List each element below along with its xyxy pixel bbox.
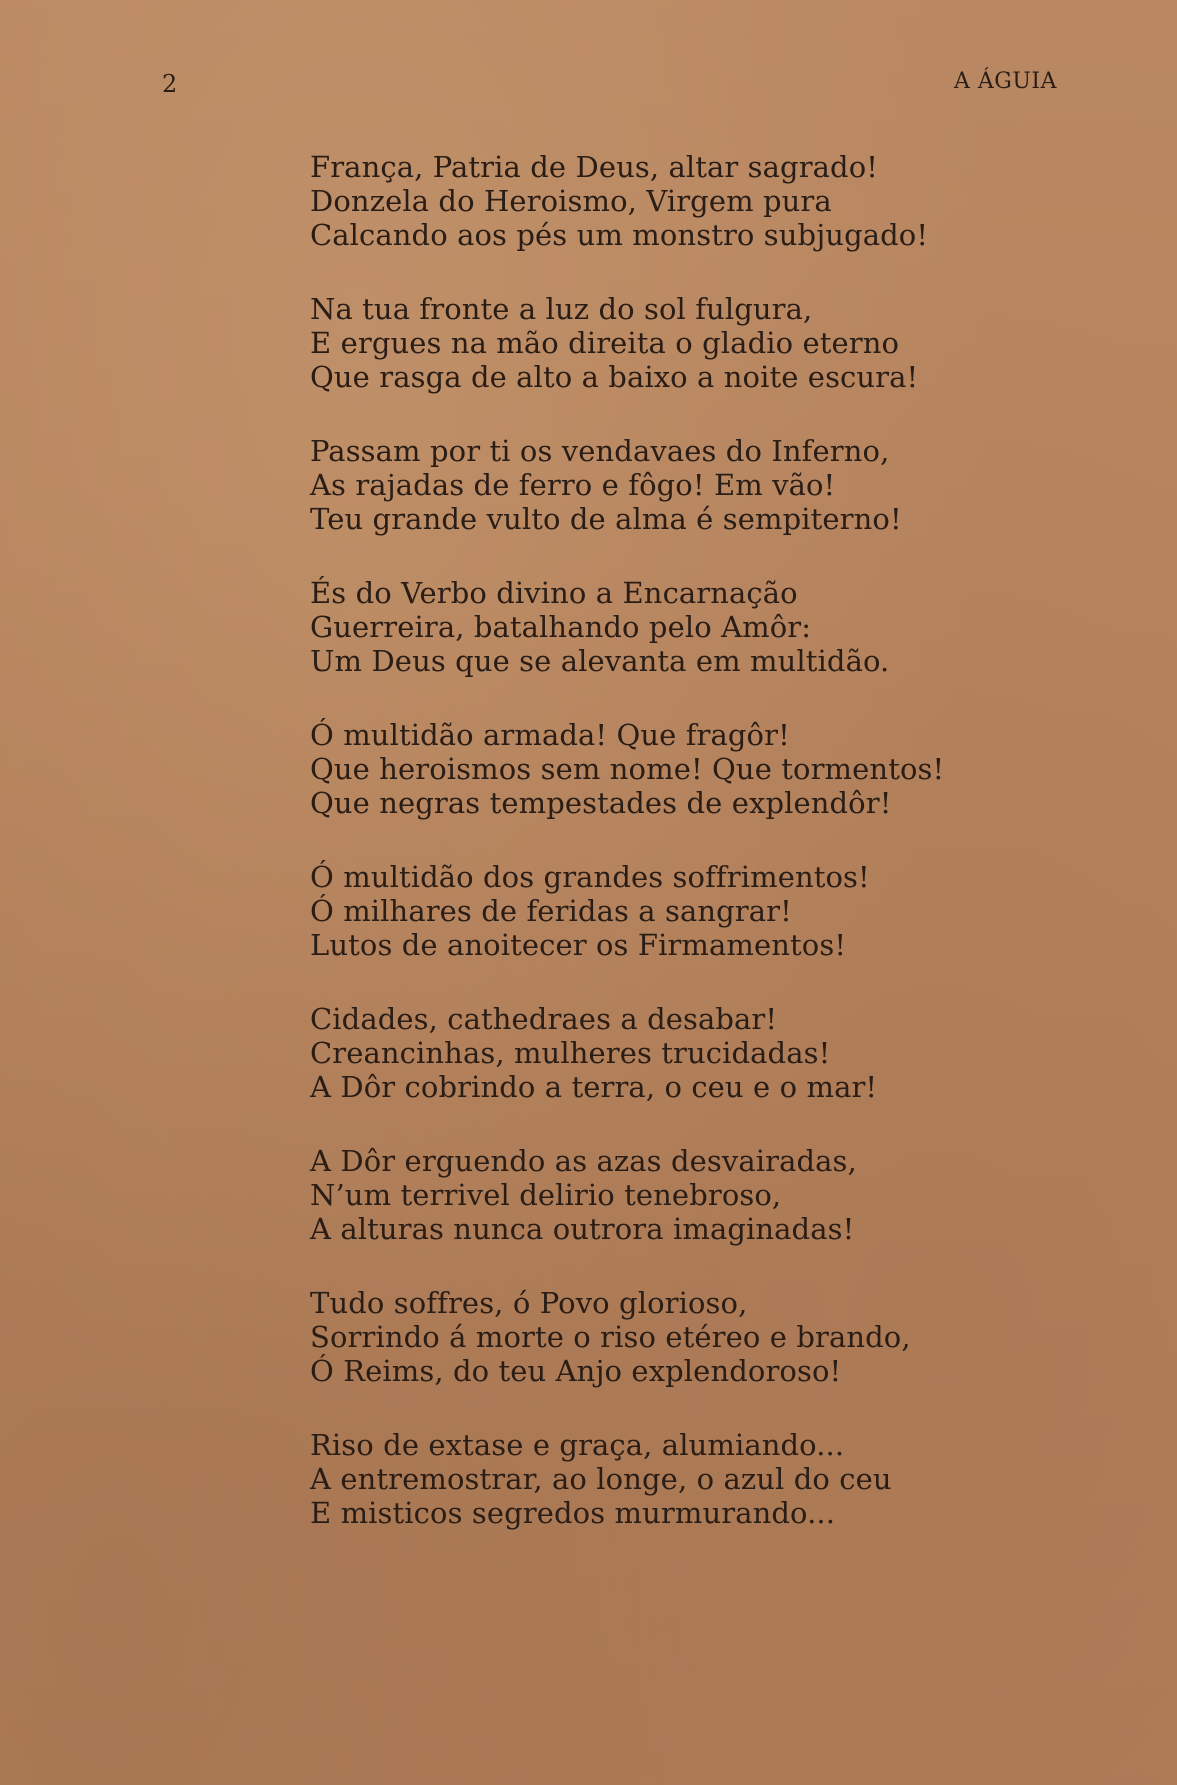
poem-line: A Dôr cobrindo a terra, o ceu e o mar! (310, 1070, 878, 1104)
stanza-10 (310, 1428, 1070, 1530)
poem-line: Na tua fronte a luz do sol fulgura, (310, 292, 813, 326)
poem-line: N’um terrivel delirio tenebroso, (310, 1178, 782, 1212)
poem-line: Sorrindo á morte o riso etéreo e brando, (310, 1320, 911, 1354)
poem-line: Cidades, cathedraes a desabar! (310, 1002, 778, 1036)
poem-line: Que heroismos sem nome! Que tormentos! (310, 752, 945, 786)
poem-line: A entremostrar, ao longe, o azul do ceu (310, 1462, 892, 1496)
poem-line: Passam por ti os vendavaes do Inferno, (310, 434, 890, 468)
poem-line: Calcando aos pés um monstro subjugado! (310, 218, 929, 252)
poem-line: As rajadas de ferro e fôgo! Em vão! (310, 468, 836, 502)
poem-line: Tudo soffres, ó Povo glorioso, (310, 1286, 748, 1320)
poem-line: A Dôr erguendo as azas desvairadas, (310, 1144, 857, 1178)
poem-line: Donzela do Heroismo, Virgem pura (310, 184, 832, 218)
stanza-5 (310, 718, 1070, 820)
poem-line: Que rasga de alto a baixo a noite escura! (310, 360, 919, 394)
poem-line: Lutos de anoitecer os Firmamentos! (310, 928, 847, 962)
stanza-6 (310, 860, 1070, 962)
poem-line: E misticos segredos murmurando... (310, 1496, 836, 1530)
poem-line: Teu grande vulto de alma é sempiterno! (310, 502, 902, 536)
stanza-1 (310, 150, 1070, 252)
poem-line: Guerreira, batalhando pelo Amôr: (310, 610, 812, 644)
stanza-4 (310, 576, 1070, 678)
poem-line: Creancinhas, mulheres trucidadas! (310, 1036, 831, 1070)
stanza-3 (310, 434, 1070, 536)
poem-line: Ó multidão armada! Que fragôr! (310, 718, 790, 752)
poem (310, 150, 1070, 1570)
poem-line: Ó multidão dos grandes soffrimentos! (310, 860, 870, 894)
poem-line: França, Patria de Deus, altar sagrado! (310, 150, 879, 184)
stanza-2 (310, 292, 1070, 394)
poem-line: Ó Reims, do teu Anjo explendoroso! (310, 1354, 842, 1388)
poem-line: Riso de extase e graça, alumiando... (310, 1428, 845, 1462)
page-number: 2 (162, 70, 178, 98)
stanza-9 (310, 1286, 1070, 1388)
poem-line: Que negras tempestades de explendôr! (310, 786, 892, 820)
poem-line: Um Deus que se alevanta em multidão. (310, 644, 890, 678)
stanza-7 (310, 1002, 1070, 1104)
poem-line: Ó milhares de feridas a sangrar! (310, 894, 792, 928)
stanza-8 (310, 1144, 1070, 1246)
running-title: A ÁGUIA (954, 69, 1057, 94)
poem-line: E ergues na mão direita o gladio eterno (310, 326, 900, 360)
poem-line: És do Verbo divino a Encarnação (310, 576, 798, 610)
poem-line: A alturas nunca outrora imaginadas! (310, 1212, 855, 1246)
